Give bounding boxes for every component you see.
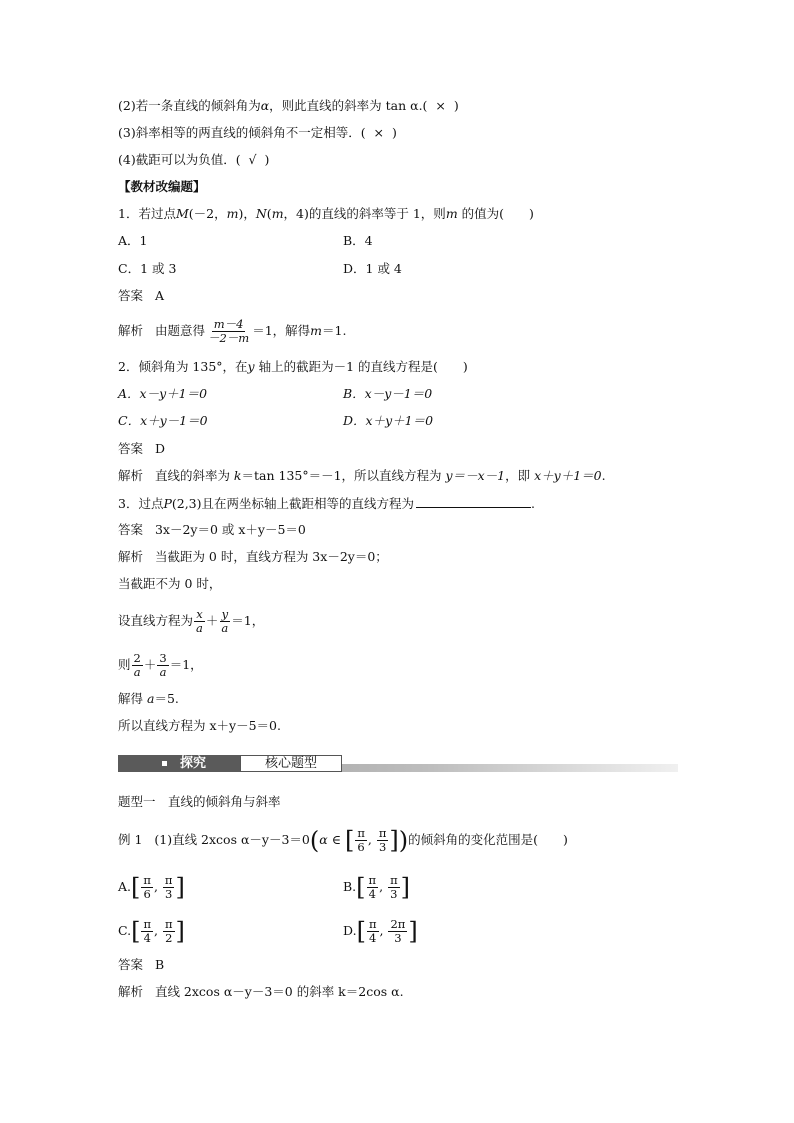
analysis-text: ＝tan 135°＝－1，所以直线方程为 — [241, 468, 446, 483]
analysis-text: 则 — [118, 657, 131, 672]
fraction — [367, 874, 379, 901]
plus-sign: ＋ — [205, 613, 219, 628]
var-y: y — [247, 359, 255, 374]
analysis-line — [118, 468, 606, 484]
left-bracket: [ — [356, 917, 366, 946]
analysis-text: 直线的斜率为 — [154, 468, 234, 483]
answer-label: 答案 — [118, 441, 144, 456]
judge-2-text: (2)若一条直线的倾斜角为 — [118, 98, 261, 113]
fraction-denominator: 4 — [143, 931, 151, 945]
analysis-label: 解析 — [118, 549, 144, 564]
analysis-text: ＝5. — [154, 691, 179, 706]
var-m: m — [271, 206, 284, 221]
option-label: B. — [343, 879, 357, 894]
square-bullet-icon — [162, 761, 167, 766]
option-c: C．1 或 3 — [118, 261, 177, 276]
option-b: B．4 — [343, 233, 373, 248]
judge-3-text: (3)斜率相等的两直线的倾斜角不一定相等．( — [118, 125, 366, 140]
example-label: 例 1 — [118, 832, 143, 847]
fraction — [219, 608, 230, 635]
fraction-denominator: 4 — [368, 887, 376, 901]
analysis-text: ，即 — [505, 468, 535, 483]
example-1-stem: 例 1 (1)直线 2xcos α－y－3＝0(α ∈ [ $\frac{\pi}{6}$ , $\frac{\pi}{3}$ ])的倾斜角的变化范围是( ) — [118, 826, 568, 855]
judge-2-end: ) — [453, 98, 459, 113]
example-text: (1)直线 2xcos α－y－3＝0 — [154, 832, 310, 847]
fraction — [377, 827, 389, 854]
fraction — [163, 918, 175, 945]
fraction-numerator: π — [368, 917, 377, 931]
fraction-numerator: π — [143, 917, 152, 931]
fraction-denominator: a — [133, 665, 141, 679]
var-a: a — [146, 691, 155, 706]
fraction-denominator: －2－m — [207, 331, 250, 345]
fraction-numerator: π — [390, 873, 398, 887]
banner-left-text: 探究 — [180, 756, 207, 771]
p3-stem-a: 3．过点 — [118, 496, 164, 511]
fraction-numerator: 2 — [133, 651, 141, 665]
p3-stem-b: (2,3)且在两坐标轴上截距相等的直线方程为 — [171, 496, 415, 511]
var-m: m — [310, 323, 322, 338]
answer-label: 答案 — [118, 288, 144, 303]
point-p: P — [163, 496, 172, 511]
fraction-denominator: 3 — [165, 887, 173, 901]
option-a: A．x－y＋1＝0 — [118, 386, 208, 401]
fraction-numerator: 3 — [159, 651, 167, 665]
section-banner — [118, 755, 678, 774]
right-bracket: ] — [400, 873, 410, 902]
banner-right-text: 核心题型 — [240, 755, 342, 772]
option-label: D. — [343, 923, 357, 938]
alpha-var: α — [319, 832, 328, 847]
problem-1-stem — [118, 206, 534, 222]
analysis-line — [118, 314, 346, 348]
analysis-line-5 — [118, 691, 179, 707]
option-b: B．x－y－1＝0 — [343, 386, 433, 401]
fraction-denominator: 2 — [165, 931, 173, 945]
analysis-text: ＝1. — [322, 323, 347, 338]
cross-mark: × — [435, 98, 446, 113]
option-d: D.[ $\frac{\pi}{4}$ , $\frac{2\pi}{3}$ ] — [343, 917, 418, 946]
fraction-numerator: π — [378, 826, 387, 840]
fraction — [388, 874, 400, 901]
problem-2-stem — [118, 359, 468, 375]
analysis-text: ＝1，解得 — [252, 323, 311, 338]
right-bracket: ] — [389, 826, 399, 855]
p3-stem-end: . — [531, 496, 535, 511]
analysis-text: 当截距为 0 时，直线方程为 3x－2y＝0； — [154, 549, 388, 564]
right-bracket: ] — [408, 917, 418, 946]
fraction-denominator: 4 — [369, 931, 377, 945]
answer-value: D — [154, 441, 165, 456]
analysis-text: ＝1， — [231, 613, 265, 628]
check-mark: √ — [248, 152, 257, 167]
judge-item-3 — [118, 125, 397, 141]
p1-stem-b: (－2， — [188, 206, 227, 221]
left-bracket: [ — [344, 826, 355, 855]
fraction-numerator: π — [143, 873, 151, 887]
judge-3-end: ) — [391, 125, 397, 140]
answer-label: 答案 — [118, 522, 144, 537]
analysis-text: 直线 2xcos α－y－3＝0 的斜率 k＝2cos α. — [154, 984, 404, 999]
fraction-numerator: x — [196, 607, 203, 621]
fraction-numerator: π — [368, 873, 377, 887]
judge-2-mid: ，则此直线的斜率为 tan α.( — [269, 98, 428, 113]
answer-value: B — [154, 957, 165, 972]
plus-sign: ＋ — [143, 657, 157, 672]
fraction-denominator: 3 — [394, 931, 402, 945]
analysis-label: 解析 — [118, 468, 144, 483]
analysis-label: 解析 — [118, 323, 144, 338]
left-paren: ( — [309, 826, 320, 855]
right-bracket: ] — [175, 917, 185, 946]
equation: y＝－x－1 — [445, 468, 506, 483]
analysis-label: 解析 — [118, 984, 144, 999]
answer-value: 3x－2y＝0 或 x＋y－5＝0 — [154, 522, 306, 537]
judge-item-2 — [118, 98, 459, 114]
judge-item-4 — [118, 152, 269, 168]
fraction-denominator: 6 — [357, 840, 365, 854]
type-1-title: 题型一 直线的倾斜角与斜率 — [118, 794, 281, 809]
section-heading: 【教材改编题】 — [118, 179, 206, 194]
analysis-text: 由题意得 — [154, 323, 205, 338]
right-paren: ) — [398, 826, 409, 855]
analysis-line-2: 当截距不为 0 时， — [118, 576, 222, 591]
option-a: A.[ $\frac{\pi}{6}$ , $\frac{\pi}{3}$ ] — [118, 873, 185, 902]
answer-line — [118, 522, 306, 538]
option-label: C. — [118, 923, 132, 938]
p1-stem-c: )， — [238, 206, 256, 221]
option-b: B.[ $\frac{\pi}{4}$ , $\frac{\pi}{3}$ ] — [343, 873, 410, 902]
analysis-text: 设直线方程为 — [118, 613, 194, 628]
answer-label: 答案 — [118, 957, 144, 972]
cross-mark: × — [373, 125, 385, 140]
fraction — [132, 652, 143, 679]
analysis-text: 解得 — [118, 691, 147, 706]
alpha-var: α — [260, 98, 270, 113]
fraction — [157, 652, 168, 679]
fraction-numerator: π — [164, 873, 173, 887]
analysis-line-4 — [118, 648, 203, 682]
option-d: D．x＋y＋1＝0 — [343, 413, 434, 428]
left-bracket: [ — [356, 873, 366, 902]
answer-value: A — [154, 288, 164, 303]
fraction-denominator: 6 — [143, 887, 151, 901]
analysis-line-6: 所以直线方程为 x＋y－5＝0. — [118, 718, 281, 733]
fraction-numerator: y — [221, 607, 229, 621]
left-bracket: [ — [131, 917, 141, 946]
fraction — [367, 918, 379, 945]
fraction-denominator: a — [159, 665, 167, 679]
fraction-denominator: 3 — [378, 840, 387, 854]
fraction — [141, 874, 153, 901]
option-label: A. — [118, 879, 132, 894]
fraction — [206, 318, 251, 345]
element-of-sign: ∈ — [331, 832, 341, 847]
option-a: A．1 — [118, 233, 148, 248]
fraction-numerator: π — [357, 826, 365, 840]
fraction-numerator: m－4 — [213, 317, 244, 331]
answer-line — [118, 957, 164, 973]
fraction-denominator: a — [221, 621, 229, 635]
fraction — [388, 918, 407, 945]
p2-stem-b: 轴上的截距为－1 的直线方程是( ) — [254, 359, 468, 374]
answer-line — [118, 288, 164, 304]
banner-dark-block — [118, 755, 240, 772]
p1-stem-d: ( — [266, 206, 272, 221]
equation: x＋y＋1＝0 — [534, 468, 602, 483]
point-n: N — [255, 206, 267, 221]
option-c: C．x＋y－1＝0 — [118, 413, 208, 428]
fraction-numerator: π — [164, 917, 173, 931]
judge-4-end: ) — [264, 152, 270, 167]
var-m: m — [445, 206, 458, 221]
p1-stem-a: 1．若过点 — [118, 206, 176, 221]
analysis-line — [118, 549, 388, 565]
fraction — [355, 827, 367, 854]
var-m: m — [226, 206, 239, 221]
p1-stem-e: ，4)的直线的斜率等于 1，则 — [283, 206, 446, 221]
analysis-line — [118, 984, 404, 1000]
option-c: C.[ $\frac{\pi}{4}$ , $\frac{\pi}{2}$ ] — [118, 917, 185, 946]
judge-4-text: (4)截距可以为负值．( — [118, 152, 241, 167]
fill-blank[interactable] — [416, 495, 531, 508]
p1-stem-f: 的值为( ) — [457, 206, 534, 221]
fraction-denominator: a — [196, 621, 203, 635]
var-k: k — [233, 468, 242, 483]
left-bracket: [ — [131, 873, 141, 902]
example-text: 的倾斜角的变化范围是( ) — [408, 832, 568, 847]
fraction — [194, 608, 205, 635]
analysis-text: . — [601, 468, 606, 483]
fraction-numerator: 2π — [390, 917, 406, 931]
analysis-line-3 — [118, 604, 264, 638]
fraction — [141, 918, 153, 945]
fraction-denominator: 3 — [390, 887, 398, 901]
answer-line — [118, 441, 165, 457]
analysis-text: ＝1， — [169, 657, 203, 672]
right-bracket: ] — [175, 873, 185, 902]
option-d: D．1 或 4 — [343, 261, 402, 276]
point-m: M — [175, 206, 189, 221]
fraction — [163, 874, 175, 901]
problem-3-stem — [118, 495, 535, 512]
p2-stem-a: 2．倾斜角为 135°，在 — [118, 359, 248, 374]
